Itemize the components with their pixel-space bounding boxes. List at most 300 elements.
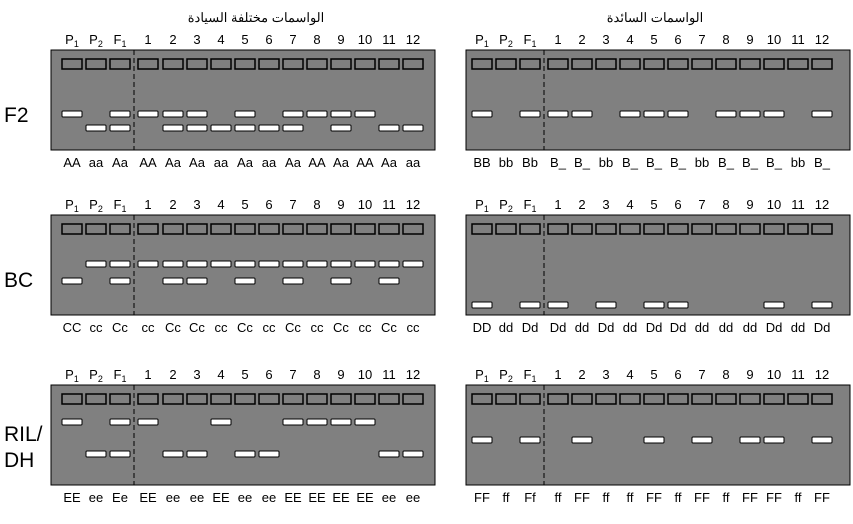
lane-label-progeny: 12	[405, 197, 421, 212]
gel-well	[235, 59, 255, 69]
gel-band	[403, 125, 423, 131]
genotype-label: FF	[574, 490, 590, 505]
gel-well	[403, 394, 423, 404]
gel-well	[163, 59, 183, 69]
lane-label-p2: $P_2$	[89, 367, 103, 384]
gel-well	[740, 59, 760, 69]
genotype-label: Dd	[765, 320, 783, 335]
gel-band	[740, 437, 760, 443]
genotype-label: ff	[626, 490, 634, 505]
gel-well	[307, 224, 327, 234]
genotype-label: ee	[165, 490, 181, 505]
lane-label-progeny: 6	[265, 367, 273, 382]
codominant-header: الواسمات مختلفة السيادة	[187, 10, 325, 25]
gel-well	[692, 394, 712, 404]
gel-band	[138, 111, 158, 117]
gel-well	[596, 224, 616, 234]
gel-well	[668, 59, 688, 69]
genotype-label: cc	[406, 320, 420, 335]
genotype-label: Dd	[597, 320, 615, 335]
gel-well	[496, 224, 516, 234]
gel-band	[379, 125, 399, 131]
gel-well	[211, 59, 231, 69]
genotype-label: EE	[332, 490, 350, 505]
lane-label-p2: $P_2$	[89, 197, 103, 214]
lane-label-progeny: 1	[144, 32, 152, 47]
gel-well	[163, 394, 183, 404]
genotype-label: FF	[742, 490, 758, 505]
gel-band	[572, 111, 592, 117]
lane-label-progeny: 6	[265, 197, 273, 212]
gel-band	[548, 111, 568, 117]
lane-label-progeny: 12	[405, 32, 421, 47]
gel-well	[764, 59, 784, 69]
genotype-label: Cc	[112, 320, 128, 335]
lane-label-p1: $P_1$	[65, 367, 79, 384]
gel-well	[716, 59, 736, 69]
gel-band	[163, 451, 183, 457]
genotype-label: ff	[554, 490, 562, 505]
lane-label-progeny: 5	[650, 32, 658, 47]
gel-band	[110, 419, 130, 425]
gel-band	[668, 302, 688, 308]
lane-label-progeny: 3	[602, 197, 610, 212]
gel-band	[259, 125, 279, 131]
genotype-label: cc	[310, 320, 324, 335]
lane-label-progeny: 9	[746, 32, 754, 47]
gel-band	[812, 111, 832, 117]
lane-label-progeny: 3	[193, 32, 201, 47]
gel-well	[620, 59, 640, 69]
gel-well	[788, 394, 808, 404]
genotype-label: dd	[498, 320, 514, 335]
gel-band	[307, 111, 327, 117]
lane-label-progeny: 8	[313, 32, 321, 47]
gel-band	[110, 111, 130, 117]
genotype-label: AA	[63, 155, 81, 170]
genotype-label: ff	[794, 490, 802, 505]
gel-well	[764, 394, 784, 404]
gel-well	[211, 394, 231, 404]
gel-band	[163, 125, 183, 131]
lane-label-p1: $P_1$	[65, 32, 79, 49]
lane-label-progeny: 6	[265, 32, 273, 47]
genotype-label: B_	[574, 155, 590, 170]
lane-label-progeny: 4	[626, 367, 634, 382]
gel-well	[283, 59, 303, 69]
genotype-label: dd	[574, 320, 590, 335]
gel-band	[259, 451, 279, 457]
gel-band	[716, 111, 736, 117]
lane-label-progeny: 7	[289, 367, 297, 382]
gel-well	[355, 394, 375, 404]
genotype-label: ff	[502, 490, 510, 505]
genotype-label: dd	[622, 320, 638, 335]
gel-band	[572, 437, 592, 443]
gel-well	[259, 394, 279, 404]
gel-well	[620, 394, 640, 404]
gel-well	[110, 394, 130, 404]
gel-well	[572, 394, 592, 404]
genotype-label: Aa	[237, 155, 253, 170]
gel-well	[138, 224, 158, 234]
gel-band	[110, 278, 130, 284]
lane-label-f1: $F_1$	[113, 197, 127, 214]
lane-label-progeny: 5	[650, 197, 658, 212]
gel-well	[572, 59, 592, 69]
lane-label-progeny: 4	[217, 197, 225, 212]
genotype-label: dd	[742, 320, 758, 335]
lane-label-progeny: 4	[626, 197, 634, 212]
gel-well	[211, 224, 231, 234]
gel-well	[307, 394, 327, 404]
lane-label-p1: $P_1$	[65, 197, 79, 214]
genotype-label: Aa	[381, 155, 397, 170]
genotype-label: Dd	[521, 320, 539, 335]
genotype-label: EE	[308, 490, 326, 505]
gel-band	[62, 111, 82, 117]
gel-band	[379, 261, 399, 267]
genotype-label: Ff	[524, 490, 536, 505]
gel-band	[403, 261, 423, 267]
genotype-label: aa	[261, 155, 277, 170]
gel-band	[163, 111, 183, 117]
lane-label-p2: $P_2$	[499, 32, 513, 49]
genotype-label: B_	[766, 155, 782, 170]
genotype-label: DD	[472, 320, 492, 335]
genotype-label: AA	[356, 155, 374, 170]
gel-band	[138, 419, 158, 425]
gel-well	[110, 59, 130, 69]
genotype-label: CC	[62, 320, 82, 335]
gel-band	[520, 437, 540, 443]
gel-band	[187, 451, 207, 457]
genotype-label: cc	[262, 320, 276, 335]
genotype-label: Aa	[165, 155, 181, 170]
genotype-label: cc	[358, 320, 372, 335]
lane-label-progeny: 8	[722, 367, 730, 382]
lane-label-progeny: 11	[791, 32, 805, 47]
lane-label-progeny: 1	[554, 197, 562, 212]
lane-label-progeny: 2	[169, 32, 177, 47]
genotype-label: Dd	[669, 320, 687, 335]
gel-band	[403, 451, 423, 457]
gel-well	[740, 394, 760, 404]
gel-well	[187, 394, 207, 404]
gel-well	[740, 224, 760, 234]
genotype-label: B_	[814, 155, 830, 170]
lane-label-f1: $F_1$	[523, 367, 537, 384]
genotype-label: ee	[381, 490, 397, 505]
genotype-label: EE	[212, 490, 230, 505]
gel-well	[668, 224, 688, 234]
genotype-label: dd	[790, 320, 806, 335]
gel-well	[355, 59, 375, 69]
lane-label-p2: $P_2$	[499, 367, 513, 384]
lane-label-progeny: 2	[578, 197, 586, 212]
gel-band	[235, 125, 255, 131]
gel-well	[812, 224, 832, 234]
gel-band	[812, 302, 832, 308]
gel-band	[596, 302, 616, 308]
gel-band	[86, 451, 106, 457]
lane-label-f1: $F_1$	[113, 32, 127, 49]
lane-label-progeny: 7	[698, 32, 706, 47]
lane-label-progeny: 10	[766, 197, 782, 212]
genotype-label: FF	[474, 490, 490, 505]
gel-well	[596, 394, 616, 404]
genotype-label: Aa	[112, 155, 128, 170]
gel-band	[520, 302, 540, 308]
gel-band	[472, 437, 492, 443]
gel-well	[259, 224, 279, 234]
gel-band	[764, 111, 784, 117]
lane-label-progeny: 11	[791, 367, 805, 382]
gel-well	[187, 224, 207, 234]
gel-band	[259, 261, 279, 267]
genotype-label: EE	[139, 490, 157, 505]
genotype-label: ff	[602, 490, 610, 505]
lane-label-p1: $P_1$	[475, 367, 489, 384]
lane-label-progeny: 12	[814, 197, 830, 212]
genotype-label: BB	[473, 155, 491, 170]
gel-band	[379, 451, 399, 457]
gel-well	[472, 394, 492, 404]
genotype-label: B_	[742, 155, 758, 170]
gel-band	[644, 302, 664, 308]
gel-band	[187, 261, 207, 267]
gel-band	[283, 261, 303, 267]
gel-well	[403, 59, 423, 69]
lane-label-progeny: 3	[193, 197, 201, 212]
genotype-label: Ee	[112, 490, 128, 505]
genotype-label: FF	[646, 490, 662, 505]
gel-well	[520, 394, 540, 404]
lane-label-p2: $P_2$	[89, 32, 103, 49]
lane-label-progeny: 2	[578, 32, 586, 47]
gel-well	[403, 224, 423, 234]
gel-well	[812, 59, 832, 69]
gel-band	[235, 111, 255, 117]
lane-label-progeny: 6	[674, 367, 682, 382]
lane-label-progeny: 1	[144, 197, 152, 212]
row-label: DH	[4, 449, 35, 472]
gel-well	[692, 224, 712, 234]
lane-label-progeny: 11	[382, 197, 396, 212]
gel-band	[331, 261, 351, 267]
gel-band	[283, 278, 303, 284]
genotype-label: Cc	[165, 320, 181, 335]
lane-label-progeny: 1	[554, 367, 562, 382]
genotype-label: ee	[405, 490, 421, 505]
gel-well	[86, 394, 106, 404]
gel-well	[764, 224, 784, 234]
lane-label-progeny: 8	[313, 197, 321, 212]
gel-band	[307, 261, 327, 267]
lane-label-progeny: 9	[746, 367, 754, 382]
genotype-label: bb	[598, 155, 614, 170]
gel-band	[331, 111, 351, 117]
genotype-label: aa	[405, 155, 421, 170]
gel-well	[668, 394, 688, 404]
gel-well	[572, 224, 592, 234]
gel-well	[259, 59, 279, 69]
lane-label-progeny: 8	[722, 197, 730, 212]
gel-well	[379, 394, 399, 404]
gel-band	[379, 278, 399, 284]
genotype-label: Cc	[381, 320, 397, 335]
gel-well	[644, 59, 664, 69]
genotype-label: ff	[722, 490, 730, 505]
gel-well	[283, 394, 303, 404]
lane-label-p1: $P_1$	[475, 197, 489, 214]
genotype-label: B_	[622, 155, 638, 170]
genotype-label: dd	[694, 320, 710, 335]
gel-well	[86, 224, 106, 234]
gel-band	[283, 111, 303, 117]
genotype-label: ee	[261, 490, 277, 505]
genotype-label: FF	[766, 490, 782, 505]
lane-label-progeny: 4	[626, 32, 634, 47]
genotype-label: Cc	[189, 320, 205, 335]
gel-band	[668, 111, 688, 117]
lane-label-p1: $P_1$	[475, 32, 489, 49]
genotype-label: ff	[674, 490, 682, 505]
gel-band	[62, 419, 82, 425]
dominant-header: الواسمات السائدة	[606, 10, 704, 25]
gel-band	[740, 111, 760, 117]
lane-label-progeny: 9	[337, 367, 345, 382]
gel-well	[163, 224, 183, 234]
gel-band	[110, 125, 130, 131]
lane-label-progeny: 7	[289, 197, 297, 212]
lane-label-progeny: 5	[650, 367, 658, 382]
gel-well	[138, 59, 158, 69]
lane-label-progeny: 3	[193, 367, 201, 382]
lane-label-progeny: 5	[241, 367, 249, 382]
genotype-label: aa	[88, 155, 104, 170]
genotype-label: Cc	[333, 320, 349, 335]
genotype-label: AA	[139, 155, 157, 170]
genotype-label: Dd	[813, 320, 831, 335]
lane-label-progeny: 9	[337, 32, 345, 47]
gel-well	[62, 59, 82, 69]
gel-band	[62, 278, 82, 284]
gel-band	[86, 261, 106, 267]
genotype-label: ee	[88, 490, 104, 505]
gel-band	[520, 111, 540, 117]
lane-label-progeny: 3	[602, 367, 610, 382]
genotype-label: Cc	[285, 320, 301, 335]
row-label: F2	[4, 104, 29, 127]
lane-label-progeny: 2	[578, 367, 586, 382]
lane-label-progeny: 5	[241, 197, 249, 212]
gel-well	[235, 224, 255, 234]
lane-label-progeny: 11	[382, 32, 396, 47]
gel-band	[355, 261, 375, 267]
genotype-label: ee	[189, 490, 205, 505]
lane-label-progeny: 10	[357, 197, 373, 212]
gel-well	[716, 394, 736, 404]
lane-label-progeny: 12	[814, 32, 830, 47]
row-label: BC	[4, 269, 34, 292]
gel-band	[812, 437, 832, 443]
lane-label-progeny: 11	[791, 197, 805, 212]
lane-label-progeny: 2	[169, 197, 177, 212]
gel-band	[211, 261, 231, 267]
gel-band	[110, 261, 130, 267]
gel-band	[187, 125, 207, 131]
genotype-label: dd	[718, 320, 734, 335]
lane-label-progeny: 9	[337, 197, 345, 212]
lane-label-progeny: 10	[766, 367, 782, 382]
genotype-label: Aa	[189, 155, 205, 170]
lane-label-progeny: 11	[382, 367, 396, 382]
gel-well	[812, 394, 832, 404]
genotype-label: cc	[141, 320, 155, 335]
lane-label-f1: $F_1$	[523, 197, 537, 214]
lane-label-f1: $F_1$	[113, 367, 127, 384]
gel-well	[620, 224, 640, 234]
lane-label-progeny: 7	[289, 32, 297, 47]
lane-label-progeny: 8	[313, 367, 321, 382]
genotype-label: Bb	[522, 155, 538, 170]
lane-label-progeny: 1	[554, 32, 562, 47]
gel-well	[331, 394, 351, 404]
lane-label-progeny: 7	[698, 367, 706, 382]
lane-label-progeny: 6	[674, 32, 682, 47]
lane-label-progeny: 12	[814, 367, 830, 382]
genotype-label: B_	[670, 155, 686, 170]
lane-label-progeny: 3	[602, 32, 610, 47]
gel-well	[331, 59, 351, 69]
genotype-label: AA	[308, 155, 326, 170]
gel-band	[355, 111, 375, 117]
gel-well	[62, 394, 82, 404]
gel-band	[163, 261, 183, 267]
genotype-label: bb	[694, 155, 710, 170]
gel-well	[788, 59, 808, 69]
gel-band	[211, 419, 231, 425]
gel-band	[235, 261, 255, 267]
gel-well	[235, 394, 255, 404]
gel-well	[496, 394, 516, 404]
row-label: RIL/	[4, 423, 43, 446]
gel-band	[163, 278, 183, 284]
gel-well	[692, 59, 712, 69]
gel-well	[496, 59, 516, 69]
gel-band	[86, 125, 106, 131]
lane-label-progeny: 9	[746, 197, 754, 212]
gel-band	[283, 125, 303, 131]
gel-well	[283, 224, 303, 234]
gel-well	[307, 59, 327, 69]
genotype-label: bb	[498, 155, 514, 170]
gel-well	[355, 224, 375, 234]
gel-well	[788, 224, 808, 234]
gel-band	[331, 419, 351, 425]
gel-well	[331, 224, 351, 234]
gel-band	[138, 261, 158, 267]
lane-label-progeny: 1	[144, 367, 152, 382]
gel-band	[548, 302, 568, 308]
genotype-label: FF	[694, 490, 710, 505]
genotype-label: Aa	[333, 155, 349, 170]
genotype-label: Aa	[285, 155, 301, 170]
gel-band	[235, 451, 255, 457]
genotype-label: cc	[214, 320, 228, 335]
gel-band	[331, 125, 351, 131]
